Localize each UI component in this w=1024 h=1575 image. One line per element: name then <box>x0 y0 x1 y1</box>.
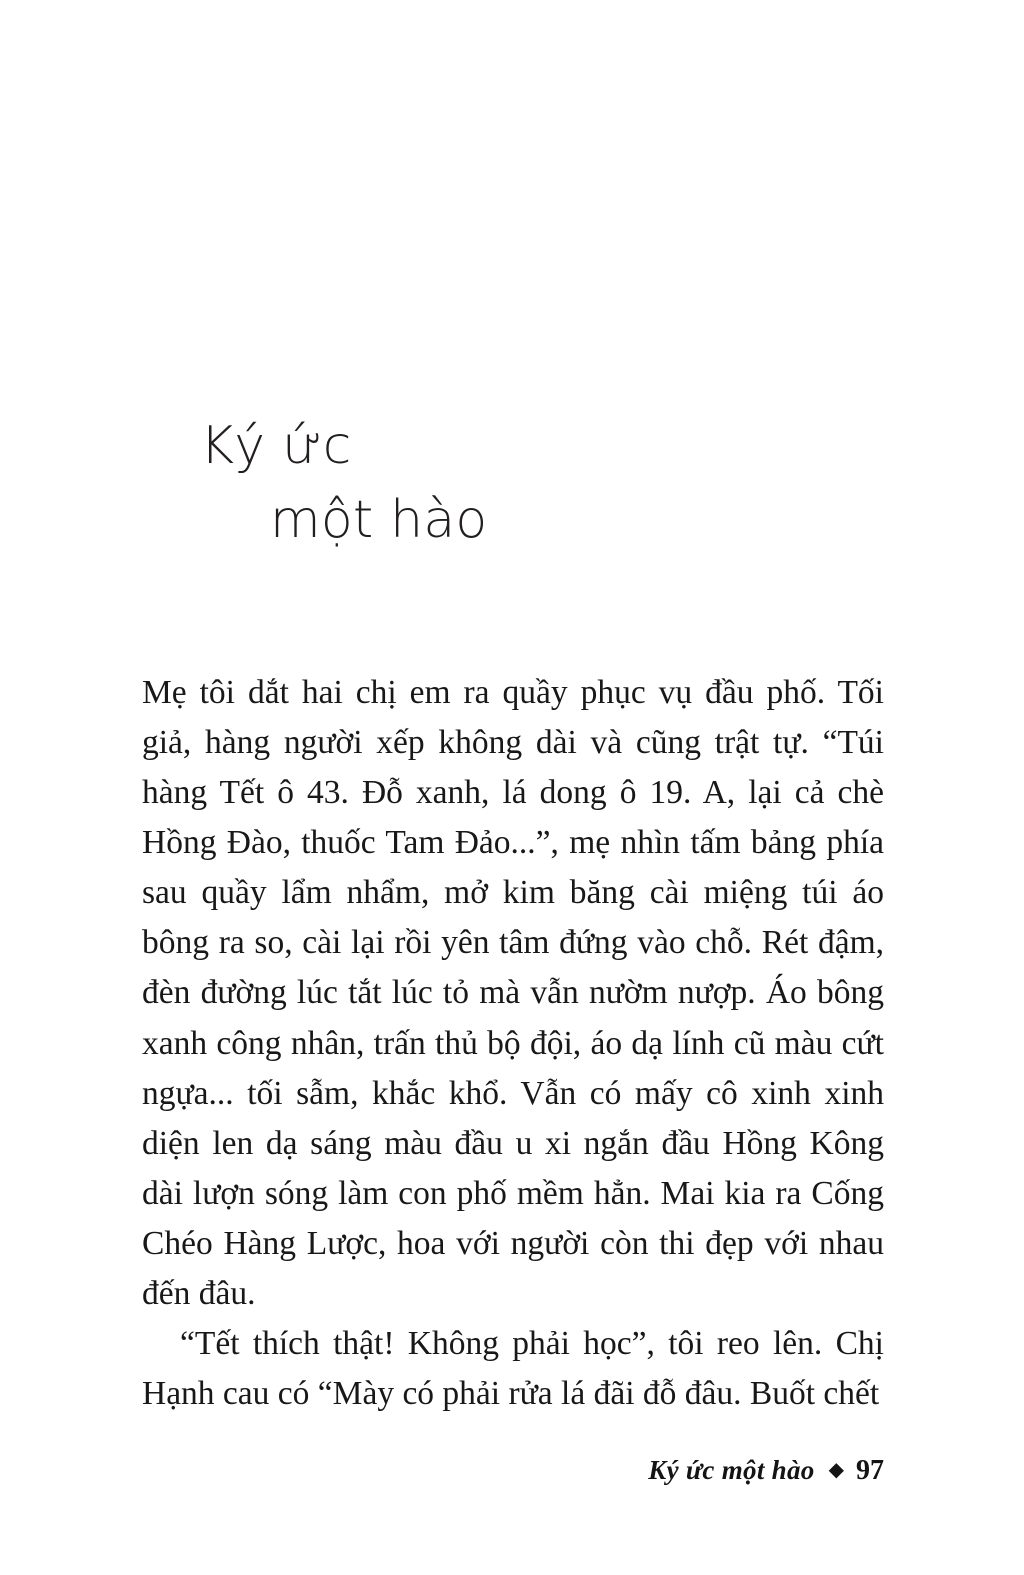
paragraph: “Tết thích thật! Không phải học”, tôi reo lên. Chị Hạnh cau có “Mày có phải rửa lá đãi đỗ đâu. Buốt chết <box>142 1325 884 1413</box>
footer-running-title: Ký ức một hào <box>648 1455 815 1485</box>
paragraph: Mẹ tôi dắt hai chị em ra quầy phục vụ đầu phố. Tối giả, hàng người xếp không dài và cũng trật tự. “Túi hàng Tết ô 43. Đỗ xanh, lá dong ô 19. A, lại cả chè Hồng Đào, thuốc Tam Đảo...”, mẹ nhìn tấm bảng phía sau quầy lẩm nhẩm, mở kim băng cài miệng túi áo bông ra so, cài lại rồi yên tâm đứng vào chỗ. Rét đậm, đèn đường lúc tắt lúc tỏ mà vẫn nườm nượp. Áo bông xanh công nhân, trấn thủ bộ đội, áo dạ lính cũ màu cứt ngựa... tối sẫm, khắc khổ. Vẫn có mấy cô xinh xinh diện len dạ sáng màu đầu u xi ngắn đầu Hồng Kông dài lượn sóng làm con phố mềm hẳn. Mai kia ra Cống Chéo Hàng Lược, hoa với người còn thi đẹp với nhau đến đâu. <box>142 674 884 1312</box>
body-text <box>142 668 884 1419</box>
page-number: 97 <box>856 1455 884 1486</box>
chapter-title-line-1: Ký ức <box>200 415 352 476</box>
chapter-title-line-2: một hào <box>270 489 488 550</box>
chapter-title <box>142 410 902 558</box>
page-footer <box>142 1455 884 1487</box>
diamond-icon: ◆ <box>828 1459 844 1481</box>
